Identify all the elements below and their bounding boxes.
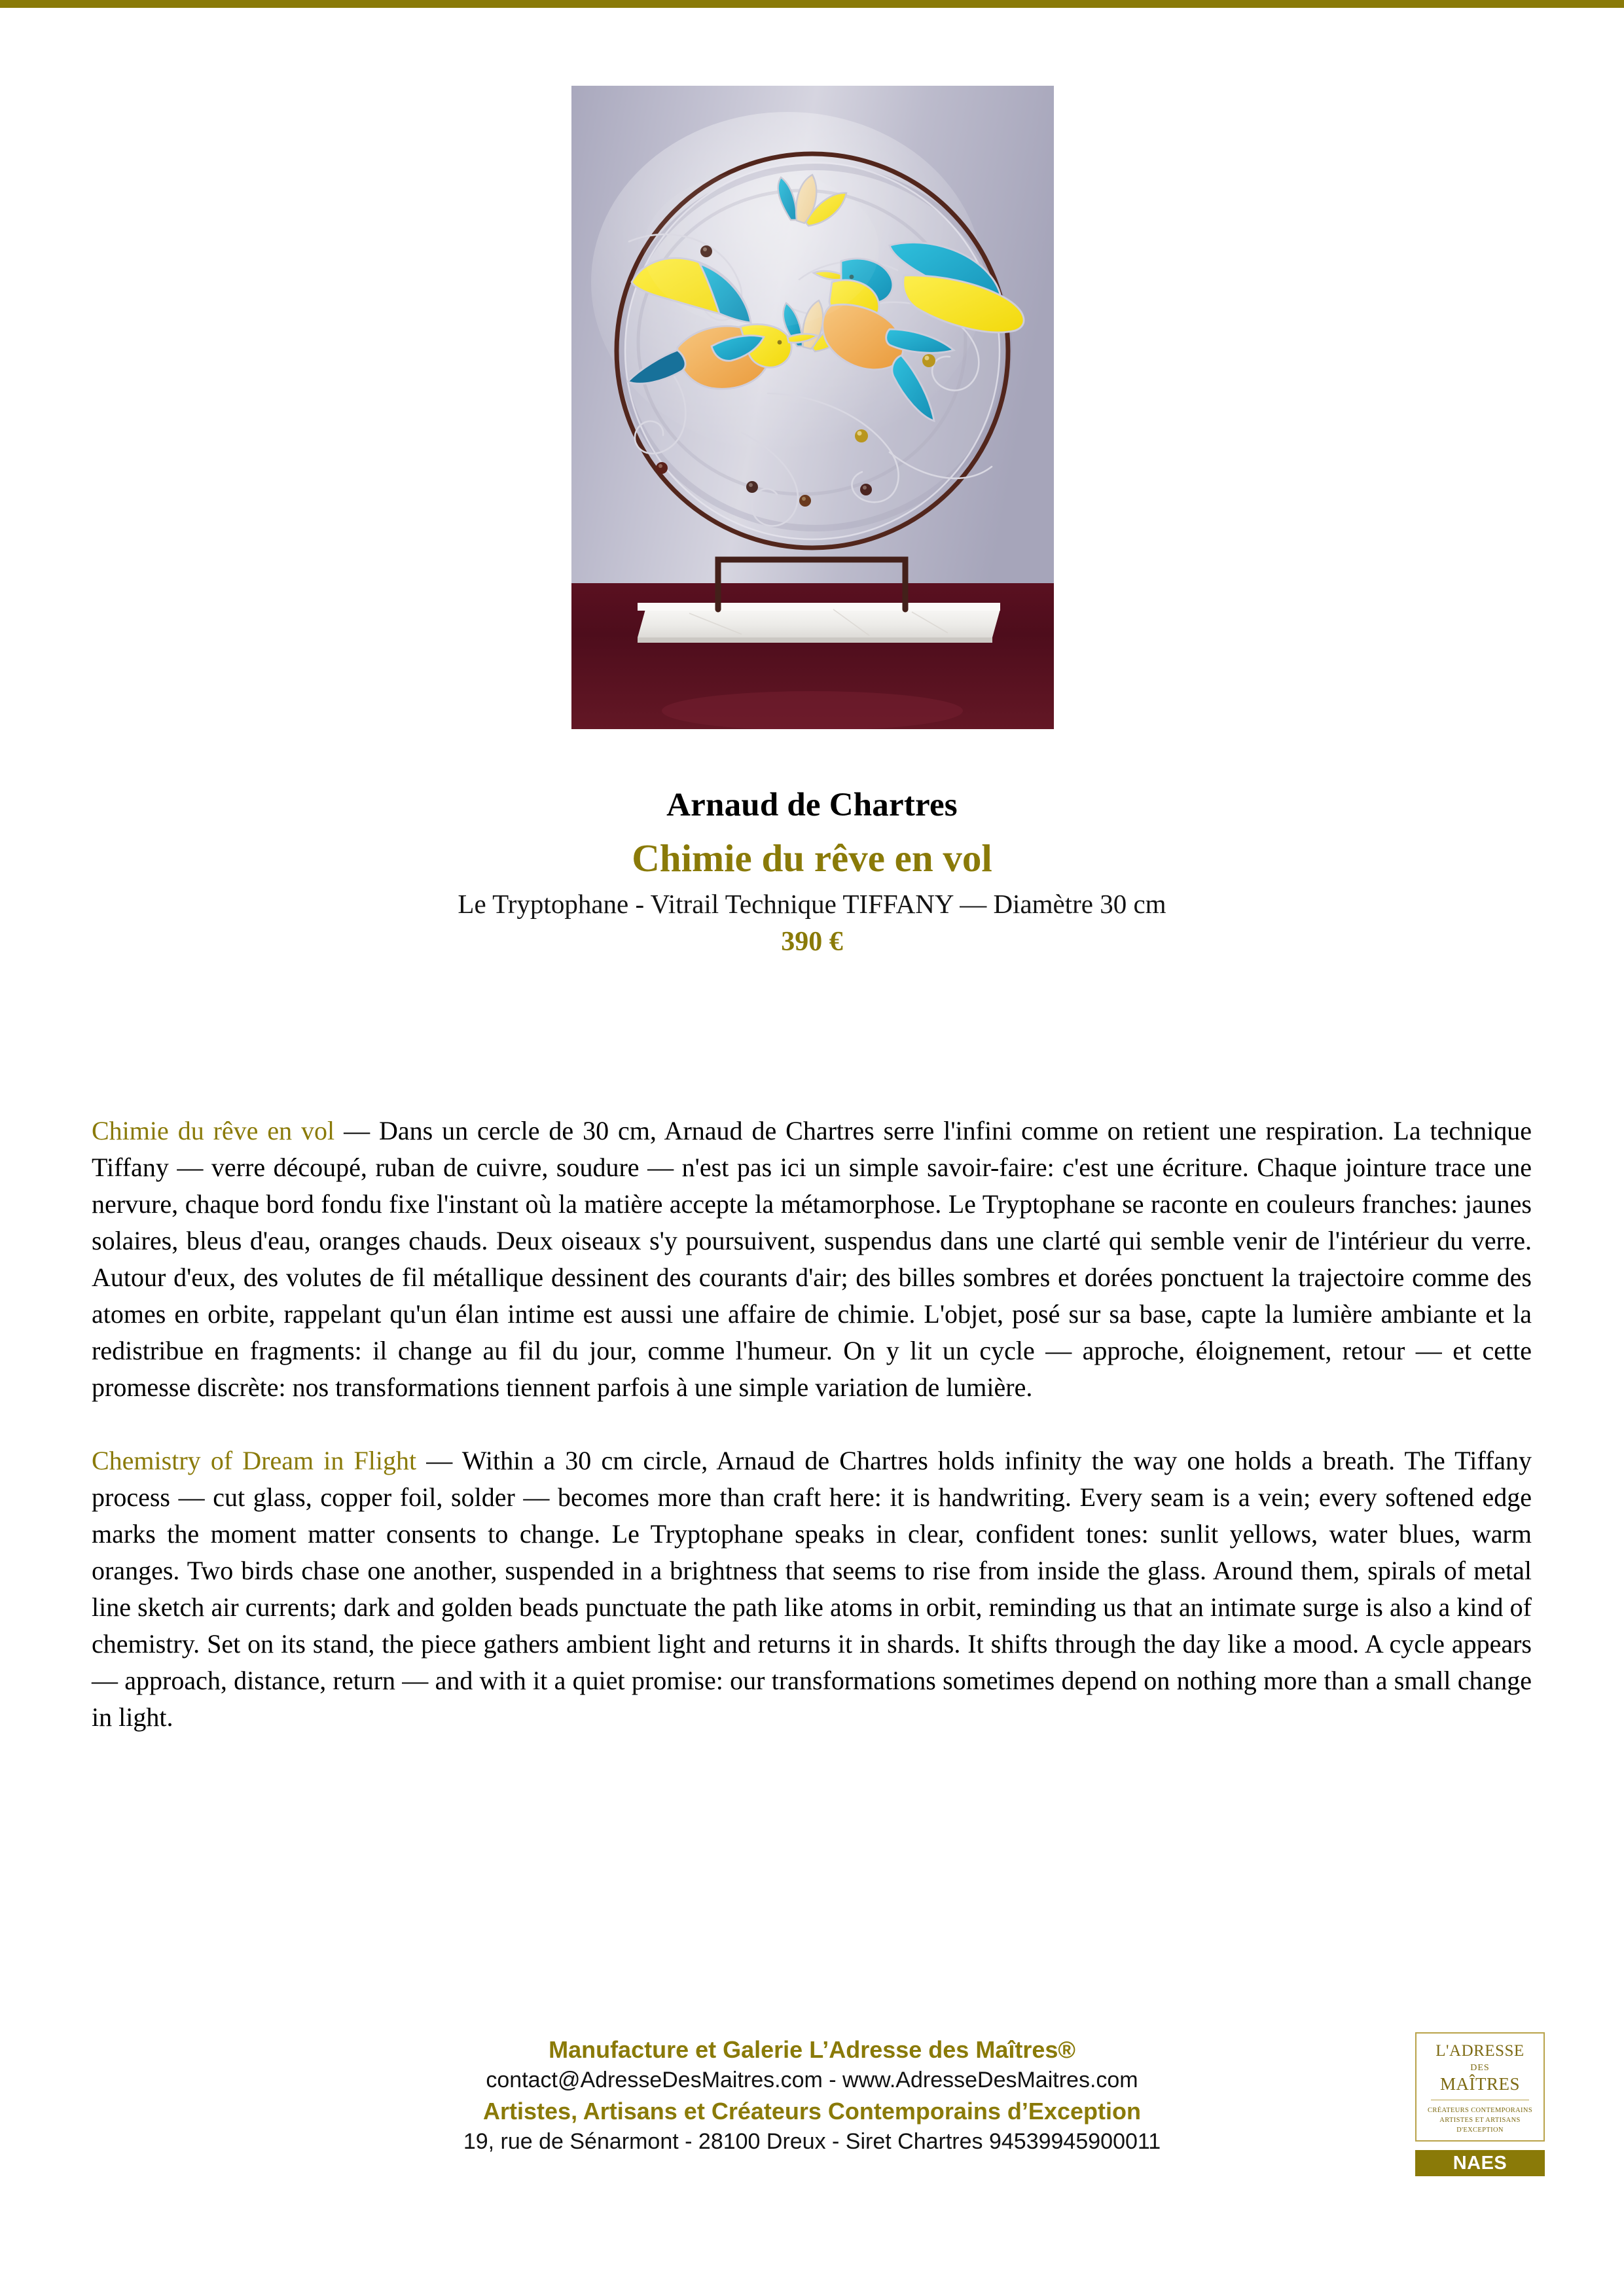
work-price: 390 € xyxy=(781,927,843,958)
footer-address: 19, rue de Sénarmont - 28100 Dreux - Siret Chartres 94539945900011 xyxy=(463,2129,1161,2155)
logo-line-adresse: L'ADRESSE xyxy=(1435,2042,1525,2060)
logo-line-maitres: MAÎTRES xyxy=(1439,2074,1520,2094)
footer-tagline: Artistes, Artisans et Créateurs Contemporains d’Exception xyxy=(483,2097,1141,2125)
artist-name: Arnaud de Chartres xyxy=(666,787,958,823)
description-paragraph-fr xyxy=(92,1113,1532,1406)
description-paragraph-en xyxy=(92,1443,1532,1736)
footer xyxy=(0,2034,1624,2157)
work-title: Chimie du rêve en vol xyxy=(632,836,992,880)
description-section xyxy=(92,1113,1532,1736)
naes-badge: NAES xyxy=(1415,2150,1545,2176)
logo-sub-line-2: ARTISTES ET ARTISANS xyxy=(1439,2116,1521,2124)
work-subtitle: Le Tryptophane - Vitrail Technique TIFFANY — Diamètre 30 cm xyxy=(458,889,1166,919)
description-lead-en: Chemistry of Dream in Flight xyxy=(92,1446,417,1475)
footer-company-name: Manufacture et Galerie L’Adresse des Maîtres® xyxy=(549,2036,1075,2063)
artwork-photo xyxy=(571,86,1054,729)
description-body-en: — Within a 30 cm circle, Arnaud de Chartres holds infinity the way one holds a breath. The Tiffany process — cut glass, copper foil, solder — becomes more than craft here: it is handwriting. Every seam is a vein; every softened edge marks the moment matter consents to change. Le Tryptophane speaks in clear, confident tones: sunlit yellows, water blues, warm oranges. Two birds chase one another, suspended in a brightness that seems to rise from inside the glass. Around them, spirals of metal line sketch air currents; dark and golden beads punctuate the path like atoms in orbit, reminding us that an intimate surge is also a kind of chemistry. Set on its stand, the piece gathers ambient light and returns it in shards. It shifts through the day like a mood. A cycle appears — approach, distance, return — and with it a quiet promise: our transformations sometimes depend on nothing more than a small change in light. xyxy=(92,1446,1532,1732)
artwork-photo-illustration xyxy=(571,86,1054,729)
title-block xyxy=(0,787,1624,958)
description-body-fr: — Dans un cercle de 30 cm, Arnaud de Chartres serre l'infini comme on retient une respiration. La technique Tiffany — verre découpé, ruban de cuivre, soudure — n'est pas ici un simple savoir-faire: c'est une écriture. Chaque jointure trace une nervure, chaque bord fondu fixe l'instant où la matière accepte la métamorphose. Le Tryptophane se raconte en couleurs franches: jaunes solaires, bleus d'eau, oranges chauds. Deux oiseaux s'y poursuivent, suspendus dans une clarté qui semble venir de l'intérieur du verre. Autour d'eux, des volutes de fil métallique dessinent des courants d'air; des billes sombres et dorées ponctuent la trajectoire comme des atomes en orbite, rappelant qu'un élan intime est aussi une affaire de chimie. L'objet, posé sur sa base, capte la lumière ambiante et la redistribue en fragments: il change au fil du jour, comme l'humeur. On y lit un cycle — approche, éloignement, retour — et cette promesse discrète: nos transformations tiennent parfois à une simple variation de lumière. xyxy=(92,1116,1532,1402)
logo-sub-line-1: CRÉATEURS CONTEMPORAINS xyxy=(1427,2106,1533,2114)
description-lead-fr: Chimie du rêve en vol xyxy=(92,1116,335,1145)
brand-logo-card xyxy=(1415,2032,1545,2142)
logo-sub-line-3: D'EXCEPTION xyxy=(1456,2126,1504,2134)
logo-line-des: DES xyxy=(1470,2063,1490,2073)
top-gold-rule xyxy=(0,0,1624,8)
footer-contact[interactable]: contact@AdresseDesMaitres.com - www.AdresseDesMaitres.com xyxy=(486,2068,1138,2093)
logo-block xyxy=(1415,2032,1545,2176)
